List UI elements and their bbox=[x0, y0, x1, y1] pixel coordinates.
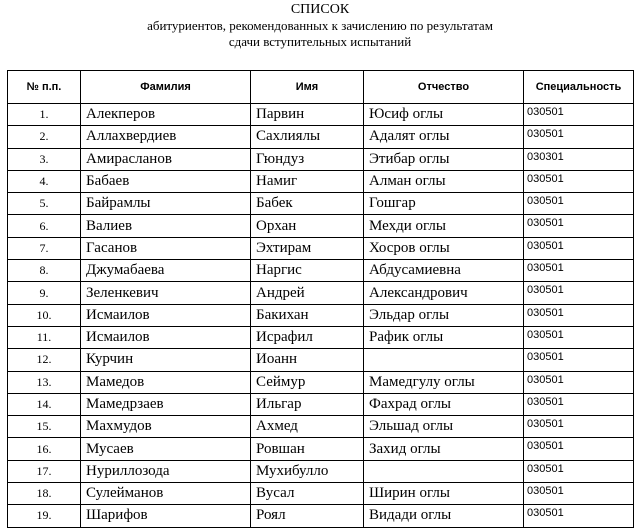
table-body bbox=[8, 104, 634, 528]
document-subtitle-line1: абитуриентов, рекомендованных к зачислению по результатам bbox=[147, 18, 493, 33]
surname-cell: Исмаилов bbox=[81, 326, 251, 348]
specialty-cell: 030501 bbox=[524, 304, 634, 326]
surname-cell: Сулейманов bbox=[81, 483, 251, 505]
table-row bbox=[8, 126, 634, 148]
specialty-cell: 030501 bbox=[524, 371, 634, 393]
table-row bbox=[8, 304, 634, 326]
surname-cell: Курчин bbox=[81, 349, 251, 371]
patronymic-cell: Алман оглы bbox=[364, 170, 524, 192]
patronymic-cell: Адалят оглы bbox=[364, 126, 524, 148]
patronymic-cell: Ширин оглы bbox=[364, 483, 524, 505]
specialty-cell: 030501 bbox=[524, 260, 634, 282]
table-row bbox=[8, 260, 634, 282]
table-row bbox=[8, 483, 634, 505]
surname-cell: Мамедрзаев bbox=[81, 393, 251, 415]
name-cell: Ильгар bbox=[251, 393, 364, 415]
patronymic-cell: Мамедгулу оглы bbox=[364, 371, 524, 393]
table-row bbox=[8, 215, 634, 237]
name-cell: Ахмед bbox=[251, 416, 364, 438]
name-cell: Роял bbox=[251, 505, 364, 527]
document-title: СПИСОК bbox=[290, 2, 350, 17]
applicants-table bbox=[7, 70, 634, 528]
name-cell: Сеймур bbox=[251, 371, 364, 393]
name-cell: Эхтирам bbox=[251, 237, 364, 259]
specialty-cell: 030501 bbox=[524, 349, 634, 371]
row-number: 19. bbox=[8, 505, 81, 527]
row-number: 9. bbox=[8, 282, 81, 304]
row-number: 15. bbox=[8, 416, 81, 438]
row-number: 2. bbox=[8, 126, 81, 148]
name-cell: Вусал bbox=[251, 483, 364, 505]
patronymic-cell bbox=[364, 349, 524, 371]
specialty-cell: 030501 bbox=[524, 483, 634, 505]
specialty-cell: 030501 bbox=[524, 193, 634, 215]
patronymic-cell: Юсиф оглы bbox=[364, 104, 524, 126]
patronymic-cell: Эльдар оглы bbox=[364, 304, 524, 326]
column-header-number: № п.п. bbox=[8, 71, 81, 104]
table-row bbox=[8, 148, 634, 170]
patronymic-cell: Хосров оглы bbox=[364, 237, 524, 259]
name-cell: Мухибулло bbox=[251, 460, 364, 482]
table-row bbox=[8, 193, 634, 215]
patronymic-cell: Рафик оглы bbox=[364, 326, 524, 348]
patronymic-cell: Мехди оглы bbox=[364, 215, 524, 237]
surname-cell: Гасанов bbox=[81, 237, 251, 259]
surname-cell: Шарифов bbox=[81, 505, 251, 527]
patronymic-cell: Гошгар bbox=[364, 193, 524, 215]
table-row bbox=[8, 104, 634, 126]
name-cell: Сахлиялы bbox=[251, 126, 364, 148]
row-number: 16. bbox=[8, 438, 81, 460]
table-row bbox=[8, 416, 634, 438]
name-cell: Бабек bbox=[251, 193, 364, 215]
row-number: 17. bbox=[8, 460, 81, 482]
table-row bbox=[8, 393, 634, 415]
row-number: 3. bbox=[8, 148, 81, 170]
row-number: 8. bbox=[8, 260, 81, 282]
table-row bbox=[8, 326, 634, 348]
name-cell: Ровшан bbox=[251, 438, 364, 460]
table-header-row bbox=[8, 71, 634, 104]
row-number: 18. bbox=[8, 483, 81, 505]
surname-cell: Байрамлы bbox=[81, 193, 251, 215]
row-number: 11. bbox=[8, 326, 81, 348]
surname-cell: Мусаев bbox=[81, 438, 251, 460]
column-header-patronymic: Отчество bbox=[364, 71, 524, 104]
row-number: 5. bbox=[8, 193, 81, 215]
specialty-cell: 030501 bbox=[524, 460, 634, 482]
table-row bbox=[8, 460, 634, 482]
surname-cell: Амирасланов bbox=[81, 148, 251, 170]
surname-cell: Аллахвердиев bbox=[81, 126, 251, 148]
table-row bbox=[8, 170, 634, 192]
surname-cell: Бабаев bbox=[81, 170, 251, 192]
surname-cell: Джумабаева bbox=[81, 260, 251, 282]
row-number: 14. bbox=[8, 393, 81, 415]
name-cell: Бакихан bbox=[251, 304, 364, 326]
specialty-cell: 030501 bbox=[524, 126, 634, 148]
specialty-cell: 030501 bbox=[524, 237, 634, 259]
name-cell: Намиг bbox=[251, 170, 364, 192]
name-cell: Исрафил bbox=[251, 326, 364, 348]
specialty-cell: 030501 bbox=[524, 215, 634, 237]
name-cell: Иоанн bbox=[251, 349, 364, 371]
column-header-name: Имя bbox=[251, 71, 364, 104]
specialty-cell: 030501 bbox=[524, 438, 634, 460]
patronymic-cell: Видади оглы bbox=[364, 505, 524, 527]
surname-cell: Исмаилов bbox=[81, 304, 251, 326]
table-row bbox=[8, 282, 634, 304]
name-cell: Гюндуз bbox=[251, 148, 364, 170]
surname-cell: Алекперов bbox=[81, 104, 251, 126]
column-header-surname: Фамилия bbox=[81, 71, 251, 104]
name-cell: Парвин bbox=[251, 104, 364, 126]
row-number: 1. bbox=[8, 104, 81, 126]
row-number: 4. bbox=[8, 170, 81, 192]
specialty-cell: 030301 bbox=[524, 148, 634, 170]
name-cell: Орхан bbox=[251, 215, 364, 237]
document-header bbox=[0, 2, 640, 50]
specialty-cell: 030501 bbox=[524, 170, 634, 192]
row-number: 12. bbox=[8, 349, 81, 371]
row-number: 7. bbox=[8, 237, 81, 259]
table-row bbox=[8, 349, 634, 371]
table-row bbox=[8, 371, 634, 393]
specialty-cell: 030501 bbox=[524, 104, 634, 126]
table-row bbox=[8, 438, 634, 460]
patronymic-cell: Александрович bbox=[364, 282, 524, 304]
specialty-cell: 030501 bbox=[524, 282, 634, 304]
surname-cell: Мамедов bbox=[81, 371, 251, 393]
column-header-specialty: Специальность bbox=[524, 71, 634, 104]
patronymic-cell: Эльшад оглы bbox=[364, 416, 524, 438]
patronymic-cell: Абдусамиевна bbox=[364, 260, 524, 282]
patronymic-cell bbox=[364, 460, 524, 482]
specialty-cell: 030501 bbox=[524, 416, 634, 438]
patronymic-cell: Захид оглы bbox=[364, 438, 524, 460]
document-subtitle-line2: сдачи вступительных испытаний bbox=[228, 34, 412, 49]
surname-cell: Зеленкевич bbox=[81, 282, 251, 304]
row-number: 10. bbox=[8, 304, 81, 326]
surname-cell: Махмудов bbox=[81, 416, 251, 438]
patronymic-cell: Этибар оглы bbox=[364, 148, 524, 170]
row-number: 13. bbox=[8, 371, 81, 393]
row-number: 6. bbox=[8, 215, 81, 237]
table-row bbox=[8, 237, 634, 259]
patronymic-cell: Фахрад оглы bbox=[364, 393, 524, 415]
specialty-cell: 030501 bbox=[524, 326, 634, 348]
name-cell: Наргис bbox=[251, 260, 364, 282]
specialty-cell: 030501 bbox=[524, 393, 634, 415]
surname-cell: Валиев bbox=[81, 215, 251, 237]
name-cell: Андрей bbox=[251, 282, 364, 304]
surname-cell: Нуриллозода bbox=[81, 460, 251, 482]
specialty-cell: 030501 bbox=[524, 505, 634, 527]
